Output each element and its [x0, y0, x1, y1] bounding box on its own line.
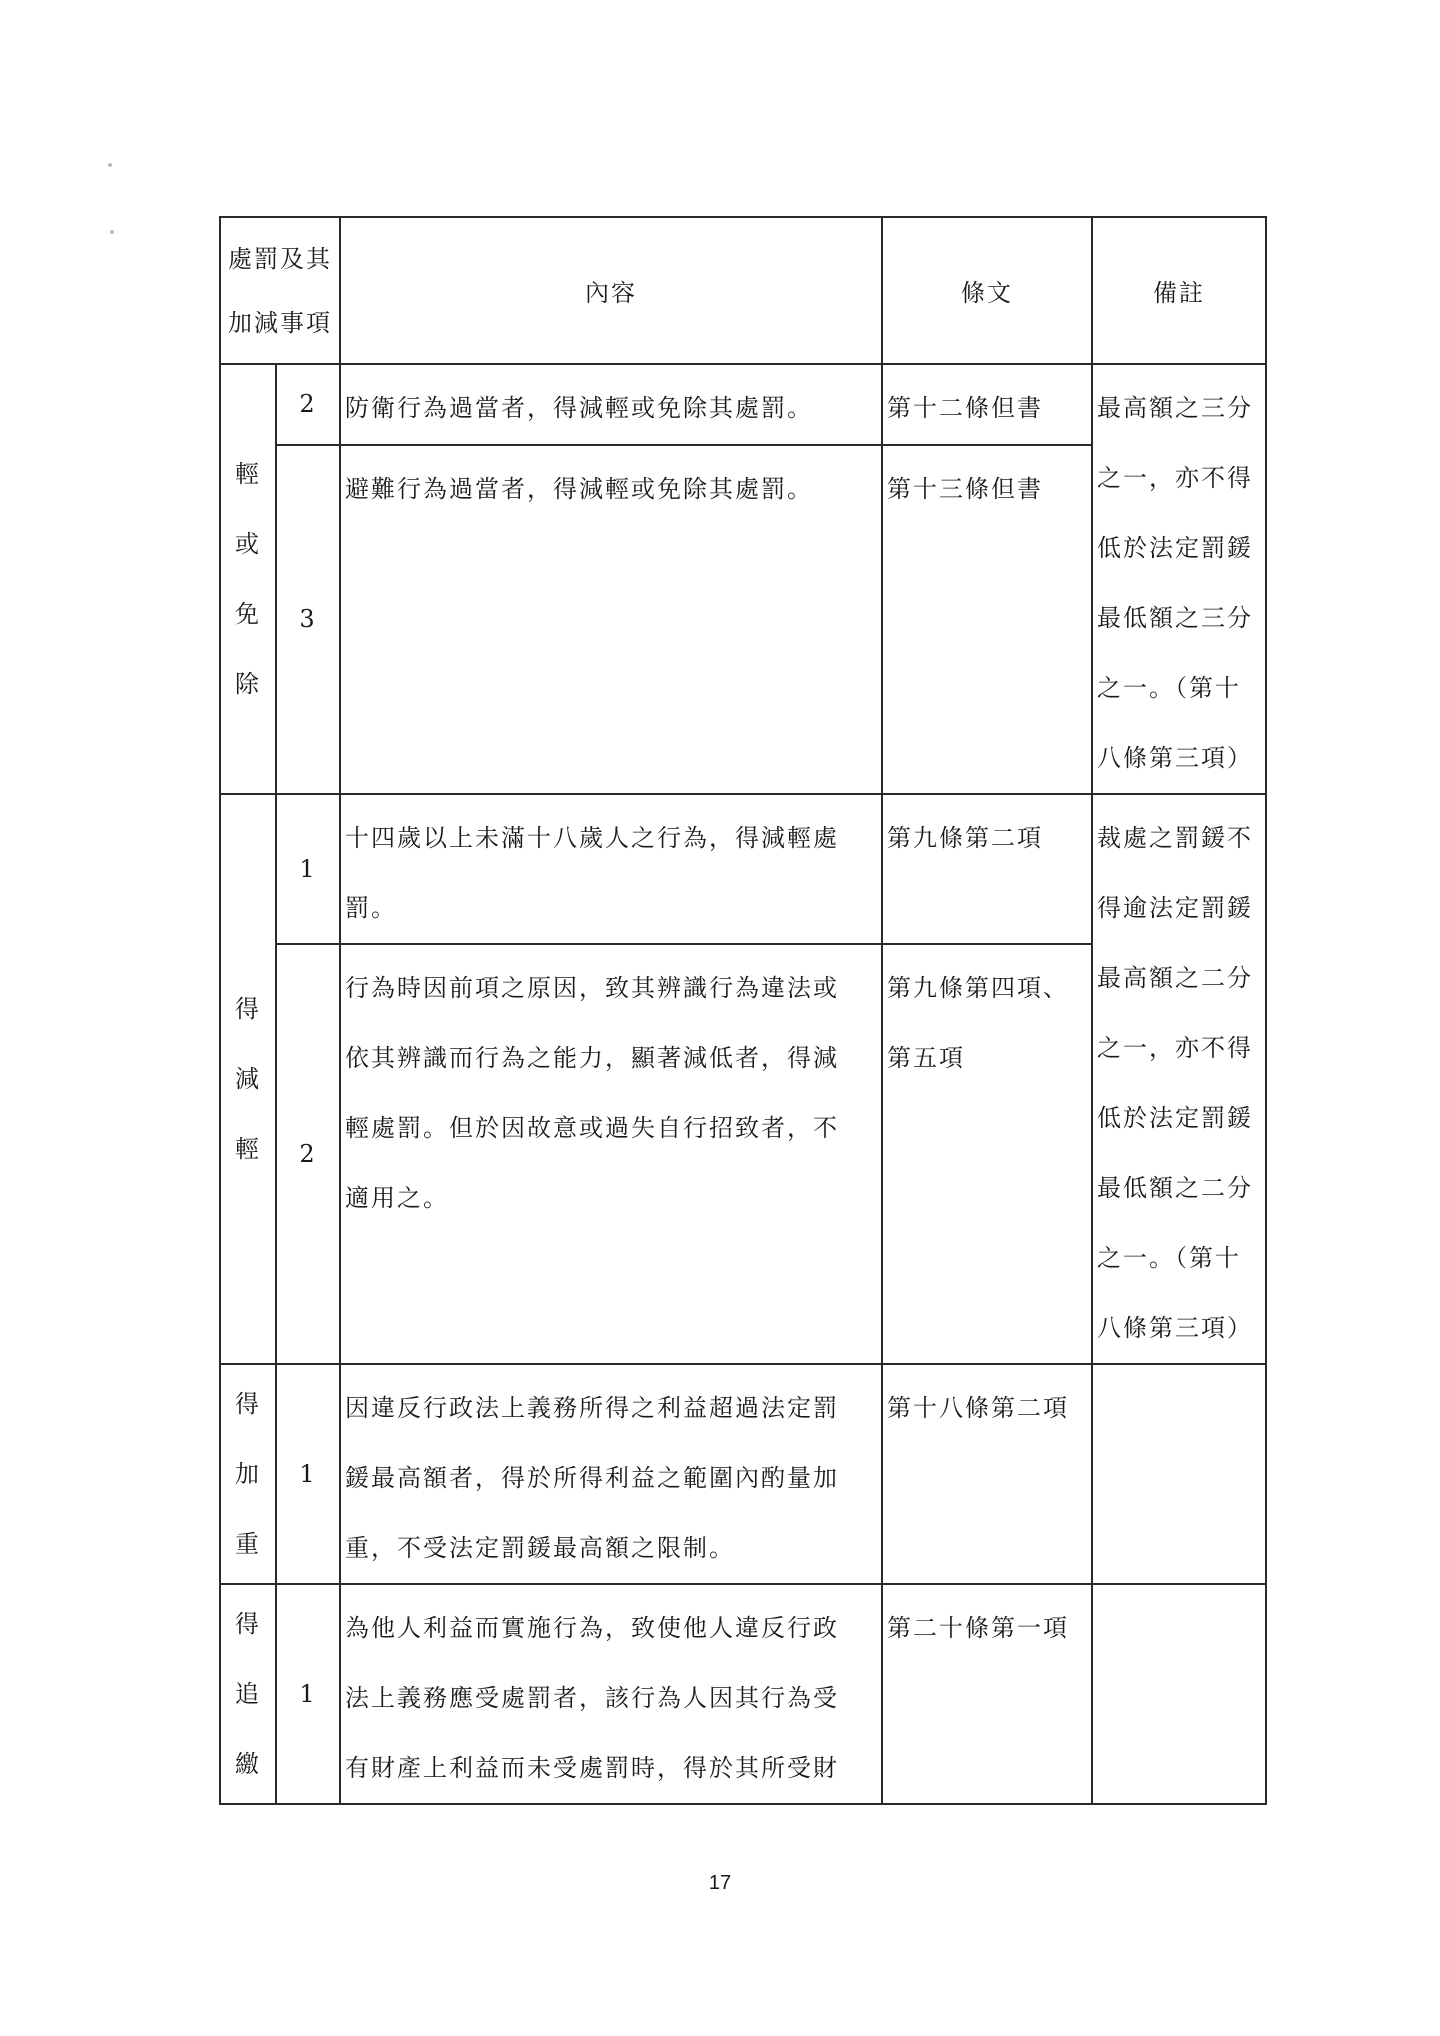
item-remark: 最高額之三分 之一，亦不得 低於法定罰鍰 最低額之三分 之一。（第十 八條第三項）: [1092, 364, 1266, 794]
category-may-increase: 得 加 重: [220, 1364, 276, 1584]
category-reduce-or-exempt: 輕 或 免 除: [220, 364, 276, 794]
scan-speck: [108, 163, 112, 167]
item-number: 2: [276, 944, 340, 1364]
table-row: [220, 794, 1266, 944]
header-content: 內容: [340, 217, 882, 364]
penalty-table: [219, 216, 1267, 1805]
item-content: 因違反行政法上義務所得之利益超過法定罰 鍰最高額者，得於所得利益之範圍內酌量加 重，不受法定罰鍰最高額之限制。: [340, 1364, 882, 1584]
item-number: 1: [276, 794, 340, 944]
item-article: 第二十條第一項: [882, 1584, 1092, 1804]
item-number: 1: [276, 1584, 340, 1804]
item-content: 防衛行為過當者，得減輕或免除其處罰。: [340, 364, 882, 445]
category-may-reduce: 得 減 輕: [220, 794, 276, 1364]
item-article: 第九條第四項、 第五項: [882, 944, 1092, 1364]
table-row: [220, 364, 1266, 445]
category-may-recover: 得 追 繳: [220, 1584, 276, 1804]
table-row: [220, 1364, 1266, 1584]
header-article: 條文: [882, 217, 1092, 364]
item-article: 第十二條但書: [882, 364, 1092, 445]
item-remark: 裁處之罰鍰不 得逾法定罰鍰 最高額之二分 之一，亦不得 低於法定罰鍰 最低額之二分 之一。（第十 八條第三項）: [1092, 794, 1266, 1364]
item-remark: [1092, 1364, 1266, 1584]
item-remark: [1092, 1584, 1266, 1804]
item-number: 2: [276, 364, 340, 445]
item-content: 行為時因前項之原因，致其辨識行為違法或 依其辨識而行為之能力，顯著減低者，得減 輕處罰。但於因故意或過失自行招致者，不 適用之。: [340, 944, 882, 1364]
item-content: 十四歲以上未滿十八歲人之行為，得減輕處 罰。: [340, 794, 882, 944]
scan-speck: [110, 230, 114, 234]
item-article: 第十三條但書: [882, 445, 1092, 794]
table-row: [220, 1584, 1266, 1804]
item-number: 3: [276, 445, 340, 794]
item-number: 1: [276, 1364, 340, 1584]
header-remark: 備註: [1092, 217, 1266, 364]
item-content: 避難行為過當者，得減輕或免除其處罰。: [340, 445, 882, 794]
item-article: 第十八條第二項: [882, 1364, 1092, 1584]
item-content: 為他人利益而實施行為，致使他人違反行政 法上義務應受處罰者，該行為人因其行為受 有財產上利益而未受處罰時，得於其所受財: [340, 1584, 882, 1804]
page-number: 17: [708, 1872, 732, 1894]
table-header-row: [220, 217, 1266, 364]
header-category: 處罰及其 加減事項: [220, 217, 340, 364]
item-article: 第九條第二項: [882, 794, 1092, 944]
